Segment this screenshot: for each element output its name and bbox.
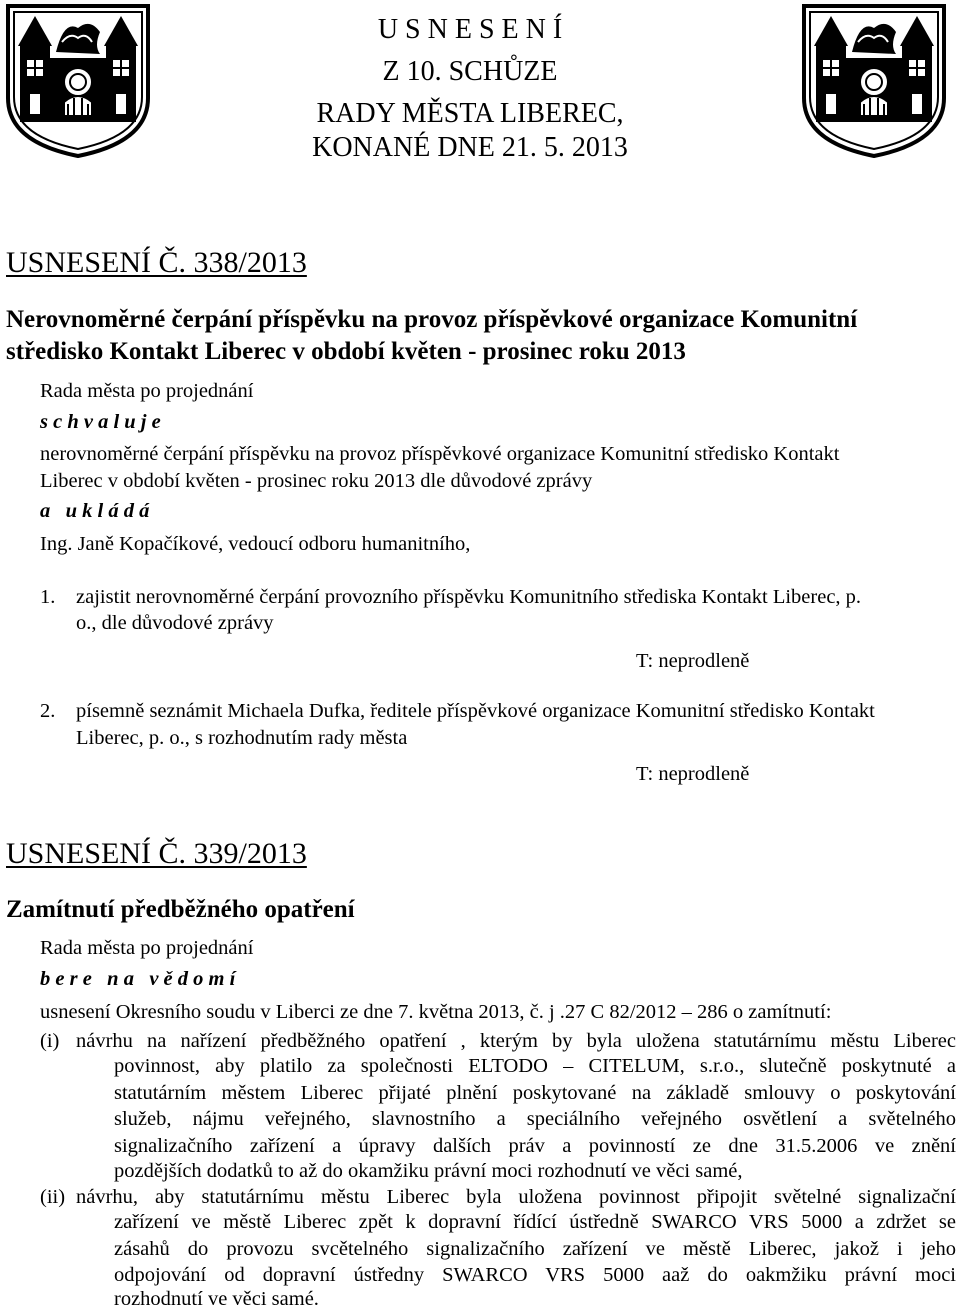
- resolution-339-verb: b e r e n a v ě d o m í: [40, 968, 236, 990]
- resolution-338-approve-line-2: Liberec v období květen - prosinec roku 2013 dle důvodové zprávy: [40, 470, 593, 492]
- task-1-line-1: zajistit nerovnoměrné čerpání provozního příspěvku Komunitního střediska Kontakt Liberec, p.: [76, 586, 862, 608]
- task-1-number: 1.: [40, 586, 56, 608]
- resolution-338-verb-approve: s c h v a l u j e: [40, 411, 161, 433]
- header-line-1: U S N E S E N Í: [377, 14, 563, 45]
- item-ii-line-3: zásahů do provozu svcětelného signalizačního zařízení ve městě Liberec, jakož i jeho: [114, 1238, 956, 1260]
- resolution-339-title: USNESENÍ Č. 339/2013: [6, 837, 307, 870]
- item-ii-line-5: rozhodnutí ve věci samé.: [114, 1288, 319, 1310]
- header-line-3: RADY MĚSTA LIBEREC,: [316, 98, 624, 129]
- item-ii-line-2: zařízení ve městě Liberec zpět k dopravní řídící ústředně SWARCO VRS 5000 a zdržet se: [114, 1211, 956, 1233]
- task-2-line-1: písemně seznámit Michaela Dufka, ředitele příspěvkové organizace Komunitní středisko Kontakt: [76, 700, 875, 722]
- task-1-line-2: o., dle důvodové zprávy: [76, 612, 274, 634]
- item-i-line-1: návrhu na nařízení předběžného opatření , kterým by byla uložena statutárnímu městu Liberec: [76, 1030, 956, 1052]
- item-i-line-3: statutárním městem Liberec přijaté plnění poskytované na základě smlouvy o poskytování: [114, 1082, 956, 1104]
- resolution-338-assignee: Ing. Janě Kopačíkové, vedoucí odboru humanitního,: [40, 533, 471, 555]
- resolution-338-approve-line-1: nerovnoměrné čerpání příspěvku na provoz příspěvkové organizace Komunitní středisko Kontakt: [40, 443, 840, 465]
- resolution-338-intro: Rada města po projednání: [40, 380, 254, 402]
- task-2-number: 2.: [40, 700, 56, 722]
- item-i-line-5: signalizačního zařízení a úpravy dalších práv a povinností ze dne 31.5.2006 ve znění: [114, 1135, 956, 1157]
- item-i-line-4: služeb, nájmu veřejného, slavnostního a speciálního veřejného osvětlení a světelného: [114, 1108, 956, 1130]
- item-i-label: (i): [40, 1030, 60, 1052]
- task-2-deadline: T: neprodleně: [636, 763, 750, 785]
- resolution-338-title: USNESENÍ Č. 338/2013: [6, 246, 307, 279]
- item-i-line-2: povinnost, aby platilo za společnosti ELTODO – CITELUM, s.r.o., slutečně poskytnuté a: [114, 1055, 956, 1077]
- item-ii-line-1: návrhu, aby statutárnímu městu Liberec byla uložena povinnost připojit světelné signalizační: [76, 1186, 956, 1208]
- task-2-line-2: Liberec, p. o., s rozhodnutím rady města: [76, 727, 408, 749]
- header-line-2: Z 10. SCHŮZE: [382, 56, 558, 87]
- item-ii-label: (ii): [40, 1186, 66, 1208]
- item-ii-line-4: odpojování od dopravní ústředny SWARCO VRS 5000 aaž do oakmžiku právní moci: [114, 1264, 956, 1286]
- resolution-339-lead: usnesení Okresního soudu v Liberci ze dne 7. května 2013, č. j .27 C 82/2012 – 286 o zamítnutí:: [40, 1001, 832, 1023]
- liberec-coat-of-arms-icon: [4, 2, 152, 160]
- header-line-4: KONANÉ DNE 21. 5. 2013: [312, 132, 628, 163]
- resolution-338-subject-line-2: středisko Kontakt Liberec v období květen - prosinec roku 2013: [6, 338, 686, 365]
- resolution-339-intro: Rada města po projednání: [40, 937, 254, 959]
- liberec-coat-of-arms-icon: [800, 2, 948, 160]
- resolution-339-subject: Zamítnutí předběžného opatření: [6, 896, 355, 923]
- task-1-deadline: T: neprodleně: [636, 650, 750, 672]
- resolution-338-verb-assign: a u k l á d á: [40, 500, 150, 522]
- item-i-line-6: pozdějších dodatků to až do okamžiku právní moci rozhodnutí ve věci samé,: [114, 1160, 743, 1182]
- resolution-338-subject-line-1: Nerovnoměrné čerpání příspěvku na provoz příspěvkové organizace Komunitní: [6, 306, 858, 333]
